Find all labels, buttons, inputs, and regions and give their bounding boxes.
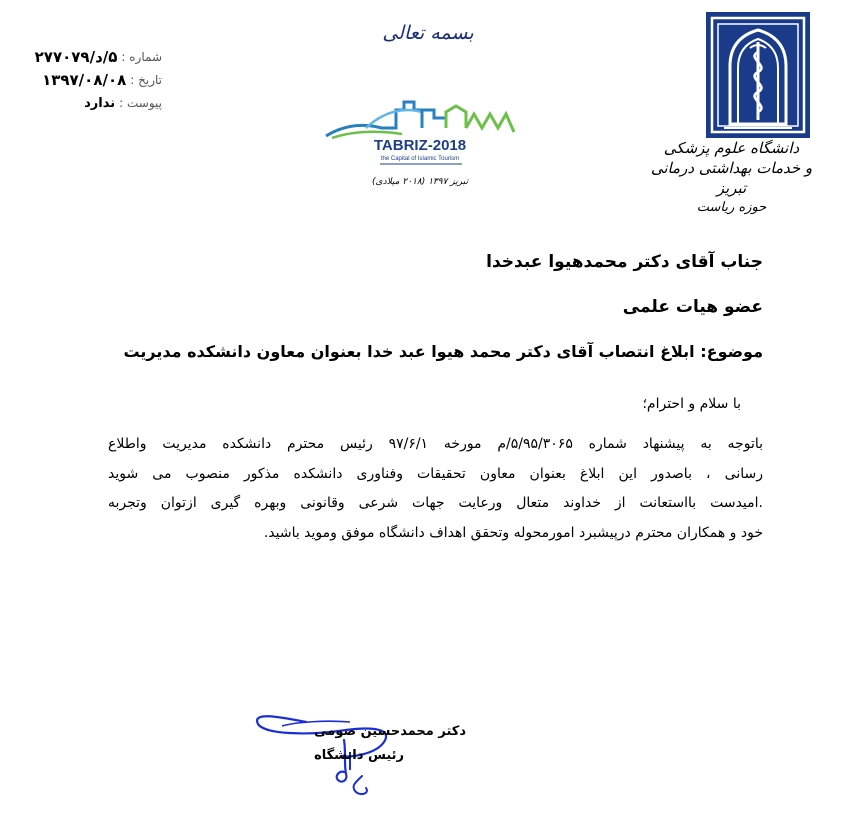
addressee: جناب آقای دکتر محمدهیوا عبدخدا bbox=[486, 252, 763, 272]
signer-title: رئیس دانشگاه bbox=[314, 748, 404, 763]
university-name-line1: دانشگاه علوم پزشکی bbox=[663, 139, 800, 157]
letter-attachment-row bbox=[14, 92, 162, 115]
university-name bbox=[644, 138, 819, 218]
letter-number-row bbox=[14, 46, 162, 69]
tabriz-logo-caption: تبریز ۱۳۹۷ (۲۰۱۸ میلادی) bbox=[372, 177, 468, 187]
letter-body bbox=[108, 430, 763, 548]
letter-subject: موضوع: ابلاغ انتصاب آقای دکتر محمد هیوا عبد خدا بعنوان معاون دانشکده مدیریت bbox=[123, 342, 763, 361]
tabriz-logo-tagline: the Capital of Islamic Tourism bbox=[380, 156, 460, 162]
body-line-4: خود و همکاران محترم درپیشبرد امورمحوله وتحقق اهداف دانشگاه موفق وموید باشید. bbox=[263, 524, 763, 541]
tabriz-logo-title: TABRIZ-2018 bbox=[373, 137, 467, 154]
letter-date-value: ۱۳۹۷/۰۸/۰۸ bbox=[42, 71, 127, 89]
letter-number-label: شماره : bbox=[121, 50, 162, 64]
addressee-position: عضو هیات علمی bbox=[622, 297, 763, 317]
basmala-heading: بسمه تعالی bbox=[382, 22, 474, 44]
letter-date-row bbox=[14, 69, 162, 92]
university-logo-icon bbox=[706, 12, 810, 138]
greeting: با سلام و احترام؛ bbox=[642, 396, 741, 412]
body-line-1: باتوجه به پیشنهاد شماره ۵/۹۵/۳۰۶۵/م مورخه ۹۷/۶/۱ رئیس محترم دانشکده مدیریت واطلاع bbox=[108, 436, 763, 452]
letter-date-label: تاریخ : bbox=[130, 73, 162, 87]
tabriz-2018-logo-icon bbox=[322, 98, 520, 192]
university-name-line2: و خدمات بهداشتی درمانی تبریز bbox=[650, 159, 813, 197]
body-line-2: رسانی ، باصدور این ابلاغ بعنوان معاون تحقیقات وفناوری دانشکده مذکور منصوب می شوید bbox=[108, 465, 763, 482]
letter-attachment-label: پیوست : bbox=[119, 96, 162, 110]
letter-meta bbox=[14, 46, 162, 115]
letter-attachment-value: ندارد bbox=[84, 96, 116, 111]
letter-number-value: ۵/د/۲۷۷۰۷۹ bbox=[34, 48, 118, 66]
university-name-line3: حوزه ریاست bbox=[696, 200, 767, 215]
body-line-3: .امیدست بااستعانت از خداوند متعال ورعایت جهات شرعی وقانونی وبهره گیری ازتوان وتجربه bbox=[108, 495, 763, 511]
signer-name: دکتر محمدحسین صومی bbox=[314, 724, 466, 739]
